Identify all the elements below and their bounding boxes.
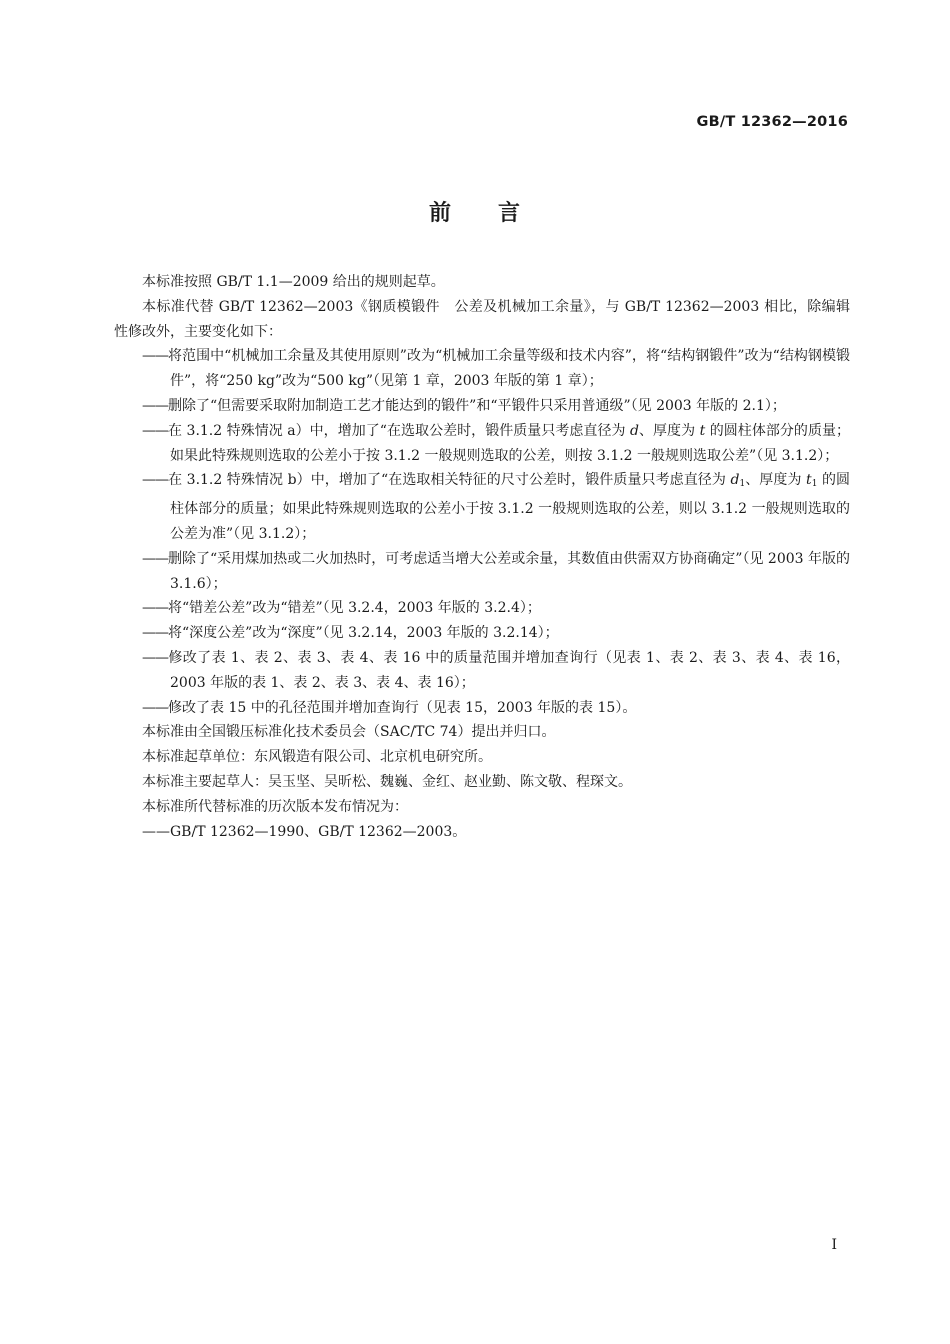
variable-t: t (806, 472, 812, 489)
paragraph-replaces: 本标准代替 GB/T 12362—2003《钢质模锻件 公差及机械加工余量》，与 GB/T 12362—2003 相比，除编辑性修改外，主要变化如下： (114, 298, 850, 340)
paragraph-drafters: 本标准主要起草人：吴玉坚、吴昕松、魏巍、金红、赵业勤、陈文敬、程琛文。 (142, 773, 632, 790)
dash-marker: —— (142, 397, 168, 414)
change-text: 修改了表 15 中的孔径范围并增加查询行（见表 15，2003 年版的表 15）。 (168, 699, 637, 716)
change-text: 的圆柱体部分的质量；如果此特殊规则选取的公差小于按 3.1.2 一般规则选取的公差，则按 3.1.2 一般规则选取公差”（见 3.1.2）； (170, 422, 851, 464)
subscript: 1 (811, 479, 818, 490)
dash-marker: —— (142, 348, 168, 365)
standard-code: GB/T 12362—2016 (696, 114, 848, 130)
list-item (142, 596, 850, 621)
dash-marker: —— (142, 472, 168, 489)
list-item (142, 468, 850, 546)
title-char-left: 前 (428, 201, 452, 226)
change-text: 在 3.1.2 特殊情况 a）中，增加了“在选取公差时，锻件质量只考虑直径为 (168, 422, 630, 439)
change-text: 在 3.1.2 特殊情况 b）中，增加了“在选取相关特征的尺寸公差时，锻件质量只考虑直径为 (168, 472, 731, 489)
change-text: 将范围中“机械加工余量及其使用原则”改为“机械加工余量等级和技术内容”，将“结构钢锻件”改为“结构钢模锻件”，将“250 kg”改为“500 kg”（见第 1 章，2003 年版的第 1 章）； (168, 348, 850, 390)
change-text: 、厚度为 (638, 422, 700, 439)
history-text: GB/T 12362—1990、GB/T 12362—2003。 (170, 823, 467, 840)
list-item (142, 419, 850, 469)
change-text: 、厚度为 (745, 472, 807, 489)
title-char-right: 言 (498, 201, 522, 226)
list-item (142, 621, 850, 646)
page-title (0, 196, 950, 227)
change-text: 的圆柱体部分的质量；如果此特殊规则选取的公差小于按 3.1.2 一般规则选取的公差，则以 3.1.2 一般规则选取的公差为准”（见 3.1.2）； (170, 472, 851, 542)
list-item (142, 646, 850, 696)
variable-d: d (730, 472, 740, 489)
list-item (142, 344, 850, 394)
change-text: 将“深度公差”改为“深度”（见 3.2.14，2003 年版的 3.2.14）； (168, 625, 559, 642)
list-item (142, 547, 850, 597)
dash-marker: —— (142, 625, 168, 642)
change-text: 将“错差公差”改为“错差”（见 3.2.4，2003 年版的 3.2.4）； (168, 600, 541, 617)
page-number: I (831, 1237, 837, 1253)
paragraph-history-intro: 本标准所代替标准的历次版本发布情况为： (142, 798, 408, 815)
foreword-body (114, 270, 850, 844)
list-item (114, 820, 850, 845)
list-item (142, 696, 850, 721)
dash-marker: —— (142, 600, 168, 617)
variable-d: d (630, 422, 639, 439)
change-text: 修改了表 1、表 2、表 3、表 4、表 16 中的质量范围并增加查询行（见表 1、表 2、表 3、表 4、表 16，2003 年版的表 1、表 2、表 3、表 4、表 16）； (168, 649, 850, 691)
dash-marker: —— (142, 823, 170, 840)
variable-t: t (699, 422, 706, 439)
subscript: 1 (739, 479, 746, 490)
dash-marker: —— (142, 422, 168, 439)
dash-marker: —— (142, 699, 168, 716)
paragraph-proposer: 本标准由全国锻压标准化技术委员会（SAC/TC 74）提出并归口。 (142, 724, 556, 741)
list-item (142, 394, 850, 419)
paragraph-drafting-units: 本标准起草单位：东风锻造有限公司、北京机电研究所。 (142, 749, 492, 766)
paragraph-drafting-rules: 本标准按照 GB/T 1.1—2009 给出的规则起草。 (142, 274, 445, 290)
change-text: 删除了“但需要采取附加制造工艺才能达到的锻件”和“平锻件只采用普通级”（见 2003 年版的 2.1）； (168, 397, 786, 414)
dash-marker: —— (142, 649, 168, 666)
dash-marker: —— (142, 550, 168, 567)
change-text: 删除了“采用煤加热或二火加热时，可考虑适当增大公差或余量，其数值由供需双方协商确定”（见 2003 年版的 3.1.6）； (168, 550, 850, 592)
